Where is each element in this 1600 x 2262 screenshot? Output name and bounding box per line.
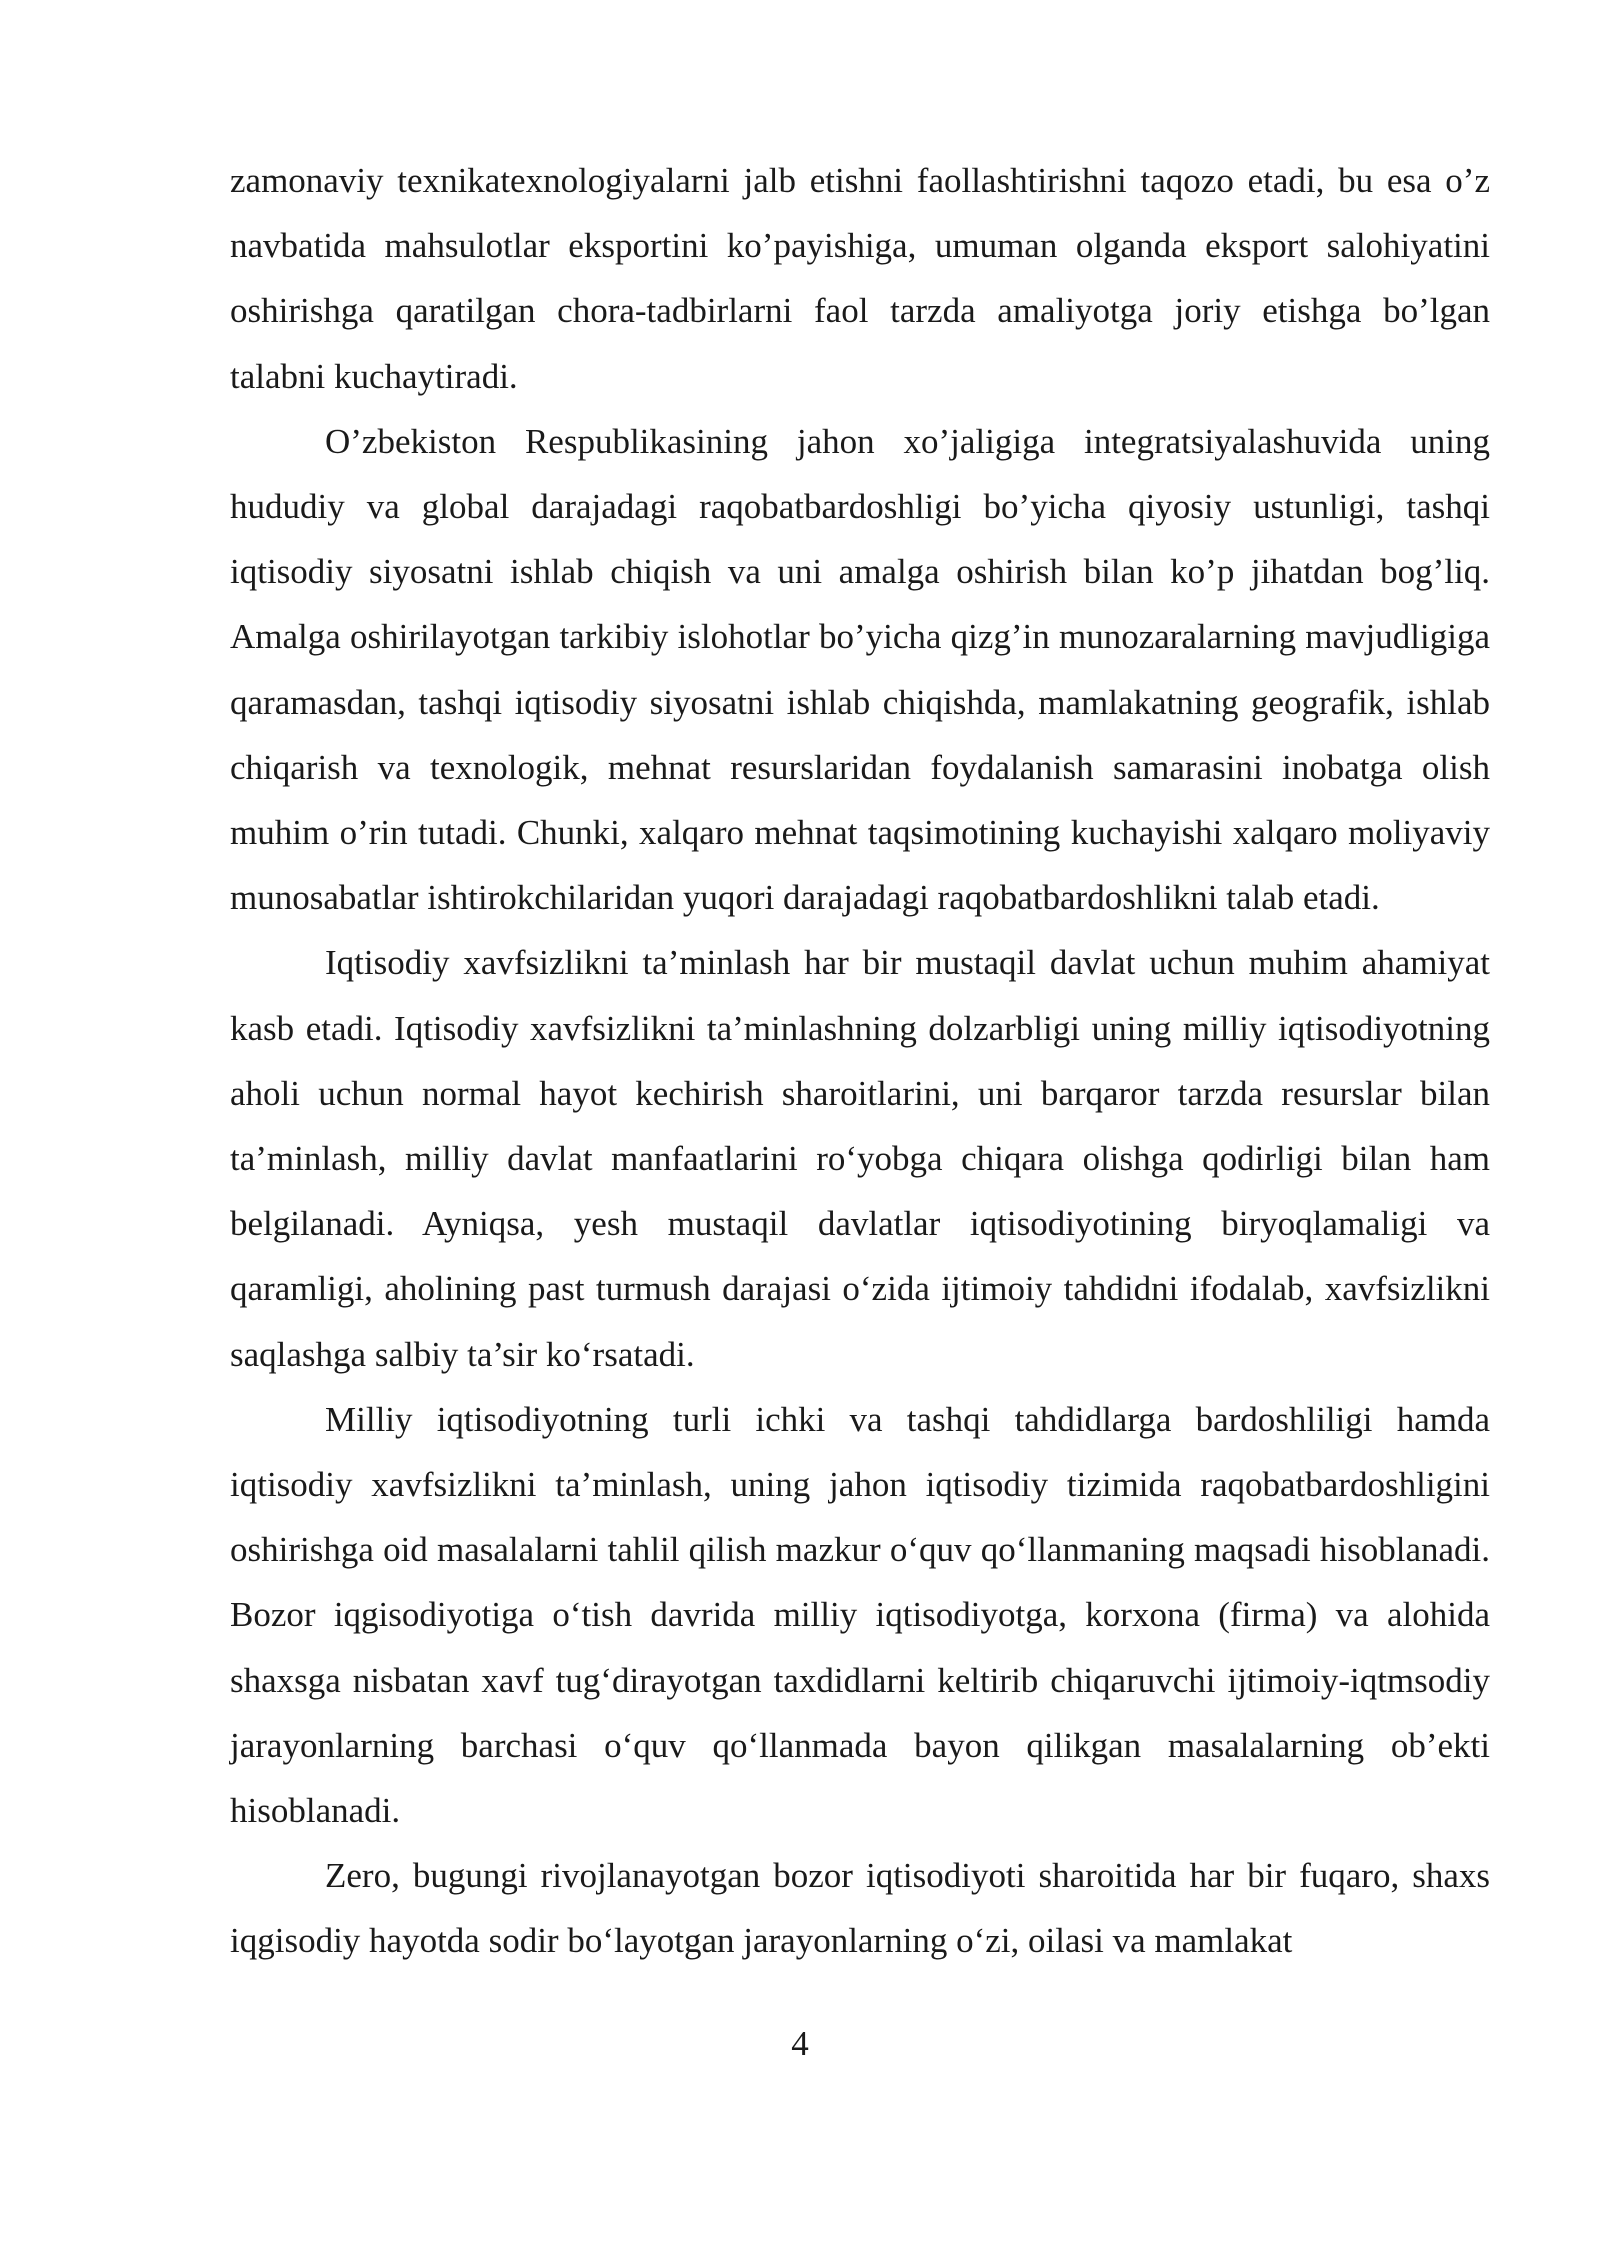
page-number: 4 (791, 2024, 809, 2063)
paragraph-1: zamonaviy texnikatexnologiyalarni jalb etishni faollashtirishni taqozo etadi, bu esa o’z navbatida mahsulotlar eksportini ko’payishiga, umuman olganda eksport salohiyatini oshirishga qaratilgan chora-tadbirlarni faol tarzda amaliyotga joriy etishga bo’lgan talabni kuchaytiradi. (230, 161, 1490, 396)
paragraph-5: Zero, bugungi rivojlanayotgan bozor iqtisodiyoti sharoitida har bir fuqaro, shaxs iqgisodiy hayotda sodir bo‘layotgan jarayonlarning o‘zi, oilasi va mamlakat (230, 1856, 1490, 1961)
paragraph-4: Milliy iqtisodiyotning turli ichki va tashqi tahdidlarga bardoshliligi hamda iqtisodiy xavfsizlikni ta’minlash, uning jahon iqtisodiy tizimida raqobatbardoshligini oshirishga oid masalalarni tahlil qilish mazkur o‘quv qo‘llanmaning maqsadi hisoblanadi. Bozor iqgisodiyotiga o‘tish davrida milliy iqtisodiyotga, korxona (firma) va alohida shaxsga nisbatan xavf tug‘dirayotgan taxdidlarni keltirib chiqaruvchi ijtimoiy-iqtmsodiy jarayonlarning barchasi o‘quv qo‘llanmada bayon qilikgan masalalarning ob’ekti hisoblanadi. (230, 1399, 1490, 1831)
paragraph-2: O’zbekiston Respublikasining jahon xo’jaligiga integratsiyalashuvida uning hududiy va global darajadagi raqobatbardoshligi bo’yicha qiyosiy ustunligi, tashqi iqtisodiy siyosatni ishlab chiqish va uni amalga oshirish bilan ko’p jihatdan bog’liq. Amalga oshirilayotgan tarkibiy islohotlar bo’yicha qizg’in munozaralarning mavjudligiga qaramasdan, tashqi iqtisodiy siyosatni ishlab chiqishda, mamlakatning geografik, ishlab chiqarish va texnologik, mehnat resurslaridan foydalanish samarasini inobatga olish muhim o’rin tutadi. Chunki, xalqaro mehnat taqsimotining kuchayishi xalqaro moliyaviy munosabatlar ishtirokchilaridan yuqori darajadagi raqobatbardoshlikni talab etadi. (230, 421, 1490, 918)
body-text (230, 148, 1490, 1974)
paragraph-3: Iqtisodiy xavfsizlikni ta’minlash har bir mustaqil davlat uchun muhim ahamiyat kasb etadi. Iqtisodiy xavfsizlikni ta’minlashning dolzarbligi uning milliy iqtisodiyotning aholi uchun normal hayot kechirish sharoitlarini, uni barqaror tarzda resurslar bilan ta’minlash, milliy davlat manfaatlarini ro‘yobga chiqara olishga qodirligi bilan ham belgilanadi. Ayniqsa, yesh mustaqil davlatlar iqtisodiyotining biryoqlamaligi va qaramligi, aholining past turmush darajasi o‘zida ijtimoiy tahdidni ifodalab, xavfsizlikni saqlashga salbiy ta’sir ko‘rsatadi. (230, 943, 1490, 1374)
